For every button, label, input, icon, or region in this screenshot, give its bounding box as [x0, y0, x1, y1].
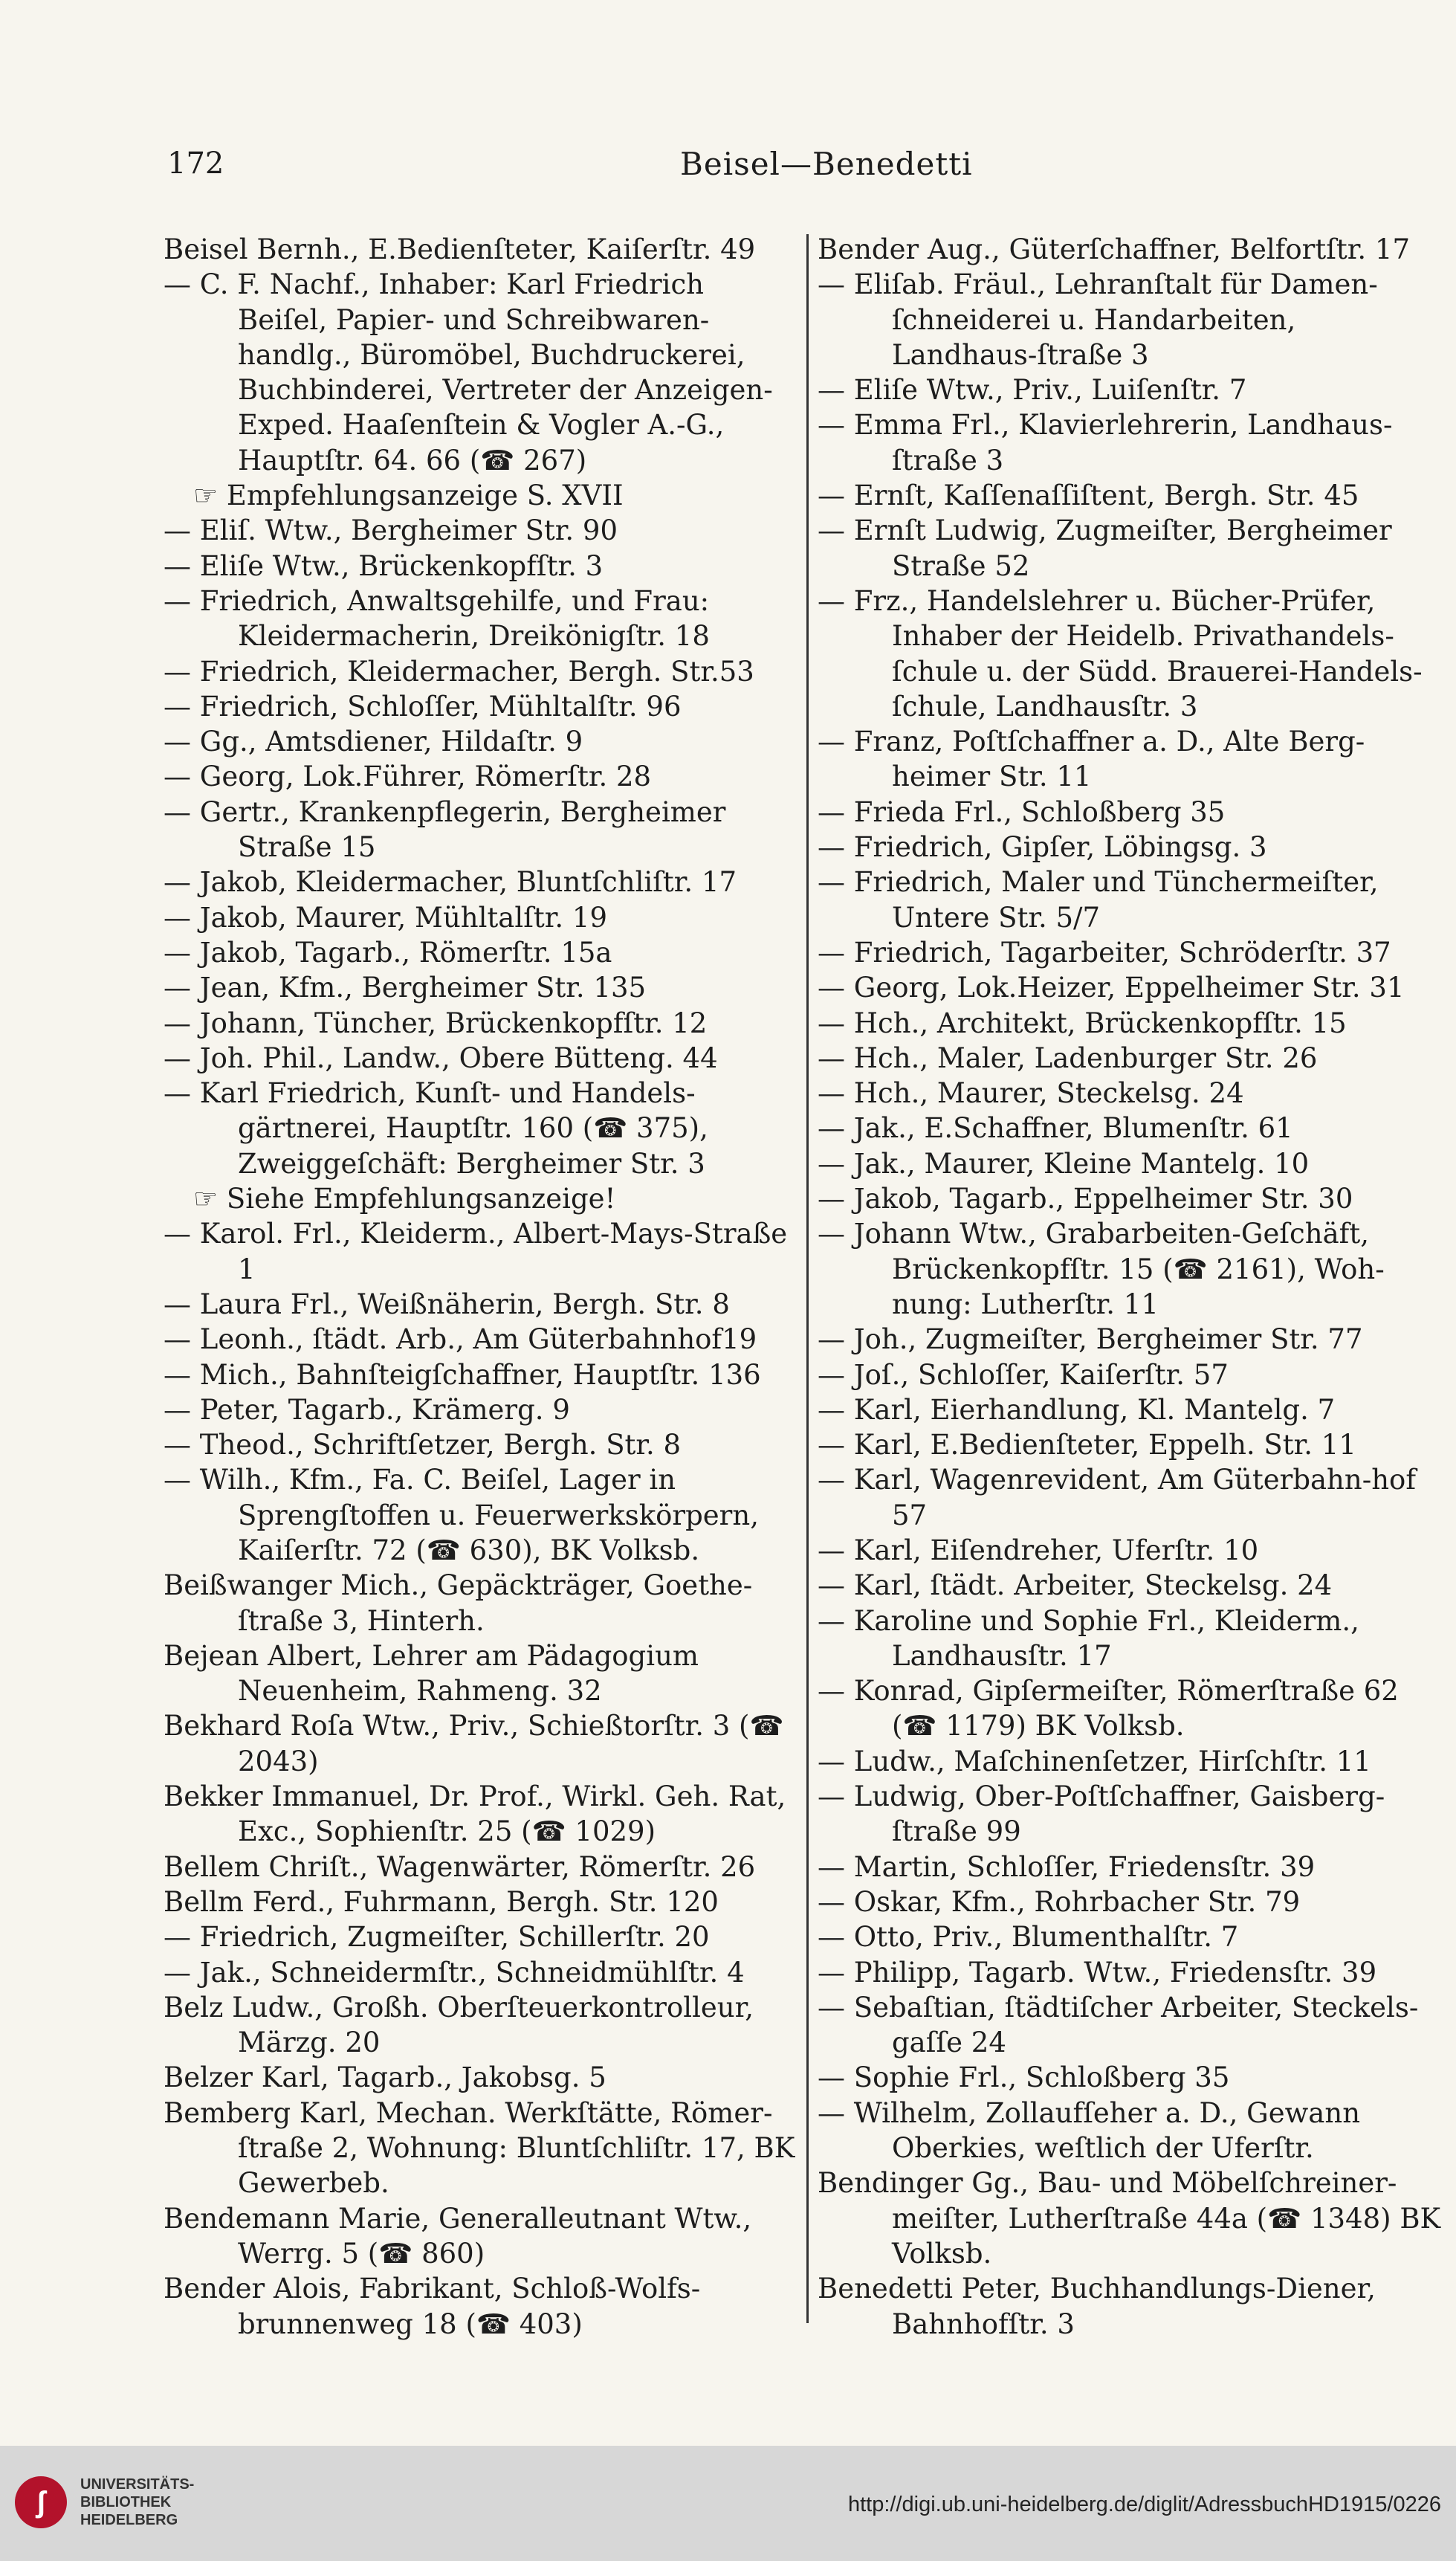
directory-entry: Bejean Albert, Lehrer am Pädagogium Neuenheim, Rahmeng. 32 — [164, 1639, 699, 1708]
directory-entry: — Jakob, Kleidermacher, Bluntſchliſtr. 17 — [164, 866, 737, 899]
directory-entry: — Hch., Architekt, Brückenkopfſtr. 15 — [818, 1007, 1347, 1039]
directory-entry: — Eliſe Wtw., Priv., Luiſenſtr. 7 — [818, 374, 1247, 407]
directory-entry: — Karl, Wagenrevident, Am Güterbahn-hof 57 — [818, 1464, 1417, 1531]
directory-entry: — Friedrich, Schloſſer, Mühltalſtr. 96 — [164, 690, 682, 723]
directory-entry: Bender Aug., Güterſchaffner, Belfortſtr. 17 — [818, 233, 1410, 265]
directory-entry: — Johann, Tüncher, Brückenkopfſtr. 12 — [164, 1007, 708, 1039]
directory-entry: — Johann Wtw., Grabarbeiten-Geſchäft, Brückenkopfſtr. 15 (☎ 2161), Woh-nung: Lutherſtr. 11 — [818, 1218, 1385, 1320]
directory-entry: Bendinger Gg., Bau- und Möbelſchreiner-meiſter, Lutherſtraße 44a (☎ 1348) BK Volksb. — [818, 2167, 1441, 2270]
page-header — [167, 138, 1397, 190]
directory-entry: — Georg, Lok.Heizer, Eppelheimer Str. 31 — [818, 972, 1405, 1004]
directory-entry: — Friedrich, Gipſer, Löbingsg. 3 — [818, 831, 1267, 864]
directory-entry: Bekker Immanuel, Dr. Prof., Wirkl. Geh. Rat, Exc., Sophienſtr. 25 (☎ 1029) — [164, 1780, 786, 1848]
directory-entry: — Friedrich, Kleidermacher, Bergh. Str.53 — [164, 655, 754, 688]
directory-entry: Bekhard Roſa Wtw., Priv., Schießtorſtr. 3 (☎ 2043) — [164, 1710, 784, 1777]
directory-entry: — Friedrich, Anwaltsgehilfe, und Frau: Kleidermacherin, Dreikönigſtr. 18 — [164, 584, 710, 653]
library-logo[interactable] — [15, 2476, 194, 2529]
directory-entry: — Otto, Priv., Blumenthalſtr. 7 — [818, 1921, 1239, 1954]
directory-entry: Benedetti Peter, Buchhandlungs-Diener, Bahnhofſtr. 3 — [818, 2273, 1376, 2340]
notice-line: ☞ Empfehlungsanzeige S. XVII — [193, 479, 624, 512]
directory-entry: — Eliſe Wtw., Brückenkopfſtr. 3 — [164, 549, 604, 582]
directory-entry: — Peter, Tagarb., Krämerg. 9 — [164, 1393, 570, 1426]
directory-entry: Beißwanger Mich., Gepäckträger, Goethe-ſtraße 3, Hinterh. — [164, 1569, 753, 1637]
directory-entry: — Karl, E.Bedienſteter, Eppelh. Str. 11 — [818, 1429, 1356, 1462]
directory-entry: — Ernſt, Kaſſenaſſiſtent, Bergh. Str. 45 — [818, 479, 1359, 512]
directory-entry: — Friedrich, Tagarbeiter, Schröderſtr. 37 — [818, 936, 1391, 969]
directory-entry: — Franz, Poſtſchaffner a. D., Alte Berg-heimer Str. 11 — [818, 726, 1365, 793]
directory-entry: — Karl, Eierhandlung, Kl. Mantelg. 7 — [818, 1393, 1336, 1426]
source-url-link[interactable]: http://digi.ub.uni-heidelberg.de/diglit/AdressbuchHD1915/0226 — [847, 2493, 1441, 2516]
directory-entry: — Jean, Kfm., Bergheimer Str. 135 — [164, 972, 647, 1004]
directory-entry: — Ernſt Ludwig, Zugmeiſter, Bergheimer Straße 52 — [818, 514, 1392, 582]
directory-entry: — Jak., E.Schaffner, Blumenſtr. 61 — [818, 1112, 1293, 1145]
directory-entry: — Jakob, Tagarb., Eppelheimer Str. 30 — [818, 1183, 1353, 1215]
directory-entry: — Ludw., Maſchinenſetzer, Hirſchſtr. 11 — [818, 1745, 1371, 1777]
directory-entry: Bellm Ferd., Fuhrmann, Bergh. Str. 120 — [164, 1885, 719, 1918]
directory-entry: — Jakob, Tagarb., Römerſtr. 15a — [164, 936, 612, 969]
running-title: Beisel—Benedetti — [680, 145, 973, 182]
directory-entry: Bender Alois, Fabrikant, Schloß-Wolfs-brunnenweg 18 (☎ 403) — [164, 2273, 701, 2340]
directory-entry: — Friedrich, Zugmeiſter, Schillerſtr. 20 — [164, 1921, 710, 1954]
directory-entry: Belzer Karl, Tagarb., Jakobsg. 5 — [164, 2061, 606, 2094]
logo-line: UNIVERSITÄTS- — [80, 2476, 195, 2493]
logo-line: BIBLIOTHEK — [80, 2494, 172, 2510]
library-seal-icon: ʃ — [15, 2476, 67, 2528]
right-column — [818, 232, 1442, 2342]
directory-entry: — Georg, Lok.Führer, Römerſtr. 28 — [164, 760, 652, 793]
directory-entry: — Hch., Maurer, Steckelsg. 24 — [818, 1077, 1244, 1110]
directory-entry: — Ludwig, Ober-Poſtſchaffner, Gaisberg-ſtraße 99 — [818, 1780, 1385, 1848]
directory-entry: — Konrad, Gipſermeiſter, Römerſtraße 62 (☎ 1179) BK Volksb. — [818, 1675, 1399, 1743]
directory-entry: — Jak., Schneidermſtr., Schneidmühlſtr. 4 — [164, 1956, 745, 1989]
column-divider — [806, 234, 809, 2323]
directory-entry: — Theod., Schriftſetzer, Bergh. Str. 8 — [164, 1429, 682, 1462]
left-column — [164, 232, 795, 2342]
directory-entry: — Wilhelm, Zollaufſeher a. D., Gewann Oberkies, weſtlich der Uferſtr. — [818, 2096, 1361, 2165]
library-name — [80, 2476, 194, 2529]
directory-entry: — Emma Frl., Klavierlehrerin, Landhaus-ſtraße 3 — [818, 409, 1393, 477]
directory-entry: Bellem Chriſt., Wagenwärter, Römerſtr. 26 — [164, 1850, 756, 1883]
directory-entry: — Jakob, Maurer, Mühltalſtr. 19 — [164, 901, 607, 934]
directory-entry: — Oskar, Kfm., Rohrbacher Str. 79 — [818, 1885, 1301, 1918]
directory-entry: — Karl Friedrich, Kunſt- und Handels-gärtnerei, Hauptſtr. 160 (☎ 375), Zweiggeſchäft: Bergheimer Str. 3 — [164, 1077, 708, 1180]
directory-entry: — Martin, Schloſſer, Friedensſtr. 39 — [818, 1850, 1316, 1883]
notice-line: ☞ Siehe Empfehlungsanzeige! — [193, 1183, 616, 1215]
directory-entry: — Eliſ. Wtw., Bergheimer Str. 90 — [164, 514, 618, 547]
directory-entry: — Leonh., ſtädt. Arb., Am Güterbahnhof19 — [164, 1323, 757, 1356]
page-number: 172 — [167, 146, 224, 181]
directory-entry: — Joh., Zugmeiſter, Bergheimer Str. 77 — [818, 1323, 1363, 1356]
directory-entry: — Laura Frl., Weißnäherin, Bergh. Str. 8 — [164, 1288, 730, 1320]
directory-entry: — Karl, ſtädt. Arbeiter, Steckelsg. 24 — [818, 1569, 1333, 1602]
directory-entry: — Karoline und Sophie Frl., Kleiderm., Landhausſtr. 17 — [818, 1604, 1359, 1672]
directory-entry: — Frieda Frl., Schloßberg 35 — [818, 795, 1226, 828]
directory-entry: — Joſ., Schloſſer, Kaiſerſtr. 57 — [818, 1358, 1229, 1391]
directory-entry: Bendemann Marie, Generalleutnant Wtw., Werrg. 5 (☎ 860) — [164, 2202, 752, 2270]
footer-bar — [0, 2446, 1456, 2561]
directory-entry: Beisel Bernh., E.Bedienſteter, Kaiſerſtr. 49 — [164, 233, 756, 265]
directory-entry: Bemberg Karl, Mechan. Werkſtätte, Römer-ſtraße 2, Wohnung: Bluntſchliſtr. 17, BK Gewerbeb. — [164, 2096, 795, 2200]
directory-entry: — Gertr., Krankenpflegerin, Bergheimer Straße 15 — [164, 795, 726, 864]
directory-entry: — Sophie Frl., Schloßberg 35 — [818, 2061, 1230, 2094]
directory-entry: — Sebaſtian, ſtädtiſcher Arbeiter, Steckels-gaſſe 24 — [818, 1991, 1419, 2059]
directory-entry: — Gg., Amtsdiener, Hildaſtr. 9 — [164, 726, 583, 758]
directory-entry: — Karol. Frl., Kleiderm., Albert-Mays-Straße 1 — [164, 1218, 788, 1285]
logo-line: HEIDELBERG — [80, 2512, 178, 2528]
directory-entry: — Joh. Phil., Landw., Obere Bütteng. 44 — [164, 1041, 718, 1074]
directory-entry: — Friedrich, Maler und Tünchermeiſter, Untere Str. 5/7 — [818, 866, 1379, 934]
directory-entry: — Hch., Maler, Ladenburger Str. 26 — [818, 1041, 1318, 1074]
directory-entry: Belz Ludw., Großh. Oberſteuerkontrolleur, Märzg. 20 — [164, 1991, 754, 2059]
directory-entry: — C. F. Nachf., Inhaber: Karl Friedrich Beiſel, Papier- und Schreibwaren-handlg., Büromöbel, Buchdruckerei, Buchbinderei, Vertreter der Anzeigen-Exped. Haaſenſtein & Vogler A.-G., Hauptſtr. 64. 66 (☎ 267) — [164, 268, 773, 477]
directory-entry: — Jak., Maurer, Kleine Mantelg. 10 — [818, 1147, 1310, 1180]
directory-entry: — Karl, Eiſendreher, Uferſtr. 10 — [818, 1534, 1259, 1566]
directory-entry: — Wilh., Kfm., Fa. C. Beiſel, Lager in Sprengſtoffen u. Feuerwerkskörpern, Kaiſerſtr. 72 (☎ 630), BK Volksb. — [164, 1464, 759, 1566]
directory-entry: — Eliſab. Fräul., Lehranſtalt für Damen-ſchneiderei u. Handarbeiten, Landhaus-ſtraße 3 — [818, 268, 1378, 371]
directory-entry: — Frz., Handelslehrer u. Bücher-Prüfer, Inhaber der Heidelb. Privathandels-ſchule u. der Südd. Brauerei-Handels-ſchule, Landhausſtr. 3 — [818, 584, 1423, 723]
directory-entry: — Philipp, Tagarb. Wtw., Friedensſtr. 39 — [818, 1956, 1377, 1989]
directory-entry: — Mich., Bahnſteigſchaffner, Hauptſtr. 136 — [164, 1358, 761, 1391]
